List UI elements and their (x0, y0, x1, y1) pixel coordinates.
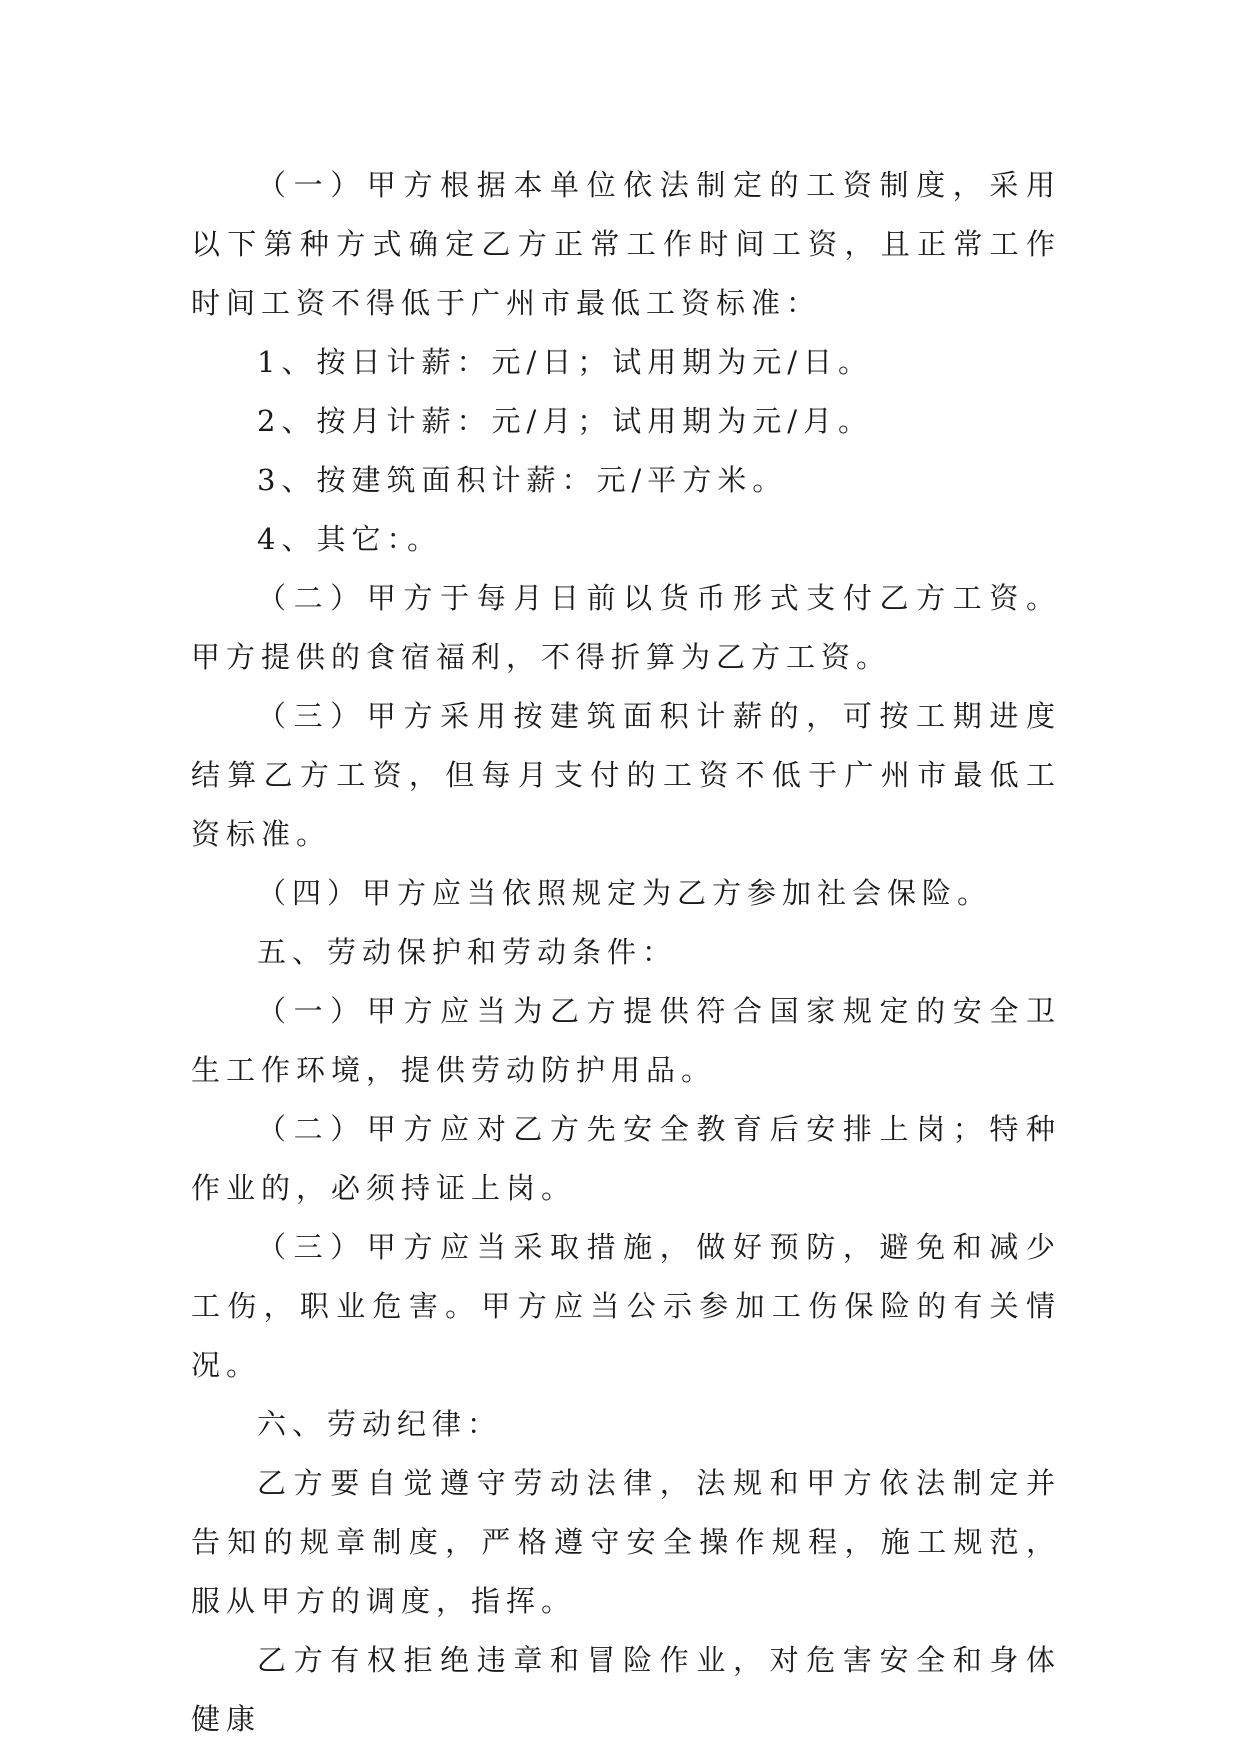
paragraph-monthly-pay: 2、按月计薪：元/月；试用期为元/月。 (257, 404, 873, 438)
paragraph-safety-environment: （一）甲方应当为乙方提供符合国家规定的安全卫生工作环境，提供劳动防护用品。 (191, 994, 1061, 1087)
paragraph-wage-method: （一）甲方根据本单位依法制定的工资制度，采用以下第种方式确定乙方正常工作时间工资，且正常工作时间工资不得低于广州市最低工资标准： (191, 168, 1061, 320)
paragraph-refusal-right: 乙方有权拒绝违章和冒险作业，对危害安全和身体健康 (191, 1643, 1061, 1736)
paragraph-area-pay: 3、按建筑面积计薪：元/平方米。 (257, 463, 788, 497)
section-heading-labor-protection: 五、劳动保护和劳动条件： (257, 935, 678, 969)
paragraph-compliance: 乙方要自觉遵守劳动法律，法规和甲方依法制定并告知的规章制度，严格遵守安全操作规程，施工规范，服从甲方的调度，指挥。 (191, 1466, 1061, 1618)
paragraph-other-pay: 4、其它：。 (257, 522, 442, 556)
paragraph-injury-prevention: （三）甲方应当采取措施，做好预防，避免和减少工伤，职业危害。甲方应当公示参加工伤保险的有关情况。 (191, 1230, 1061, 1382)
section-heading-labor-discipline: 六、劳动纪律： (257, 1407, 503, 1441)
paragraph-progress-settlement: （三）甲方采用按建筑面积计薪的，可按工期进度结算乙方工资，但每月支付的工资不低于广州市最低工资标准。 (191, 699, 1061, 851)
document-body (191, 156, 1061, 1749)
paragraph-safety-education: （二）甲方应对乙方先安全教育后安排上岗；特种作业的，必须持证上岗。 (191, 1112, 1061, 1205)
paragraph-daily-pay: 1、按日计薪：元/日；试用期为元/日。 (257, 345, 873, 379)
paragraph-social-insurance: （四）甲方应当依照规定为乙方参加社会保险。 (257, 876, 993, 910)
paragraph-payment-date: （二）甲方于每月日前以货币形式支付乙方工资。甲方提供的食宿福利，不得折算为乙方工资。 (191, 581, 1061, 674)
